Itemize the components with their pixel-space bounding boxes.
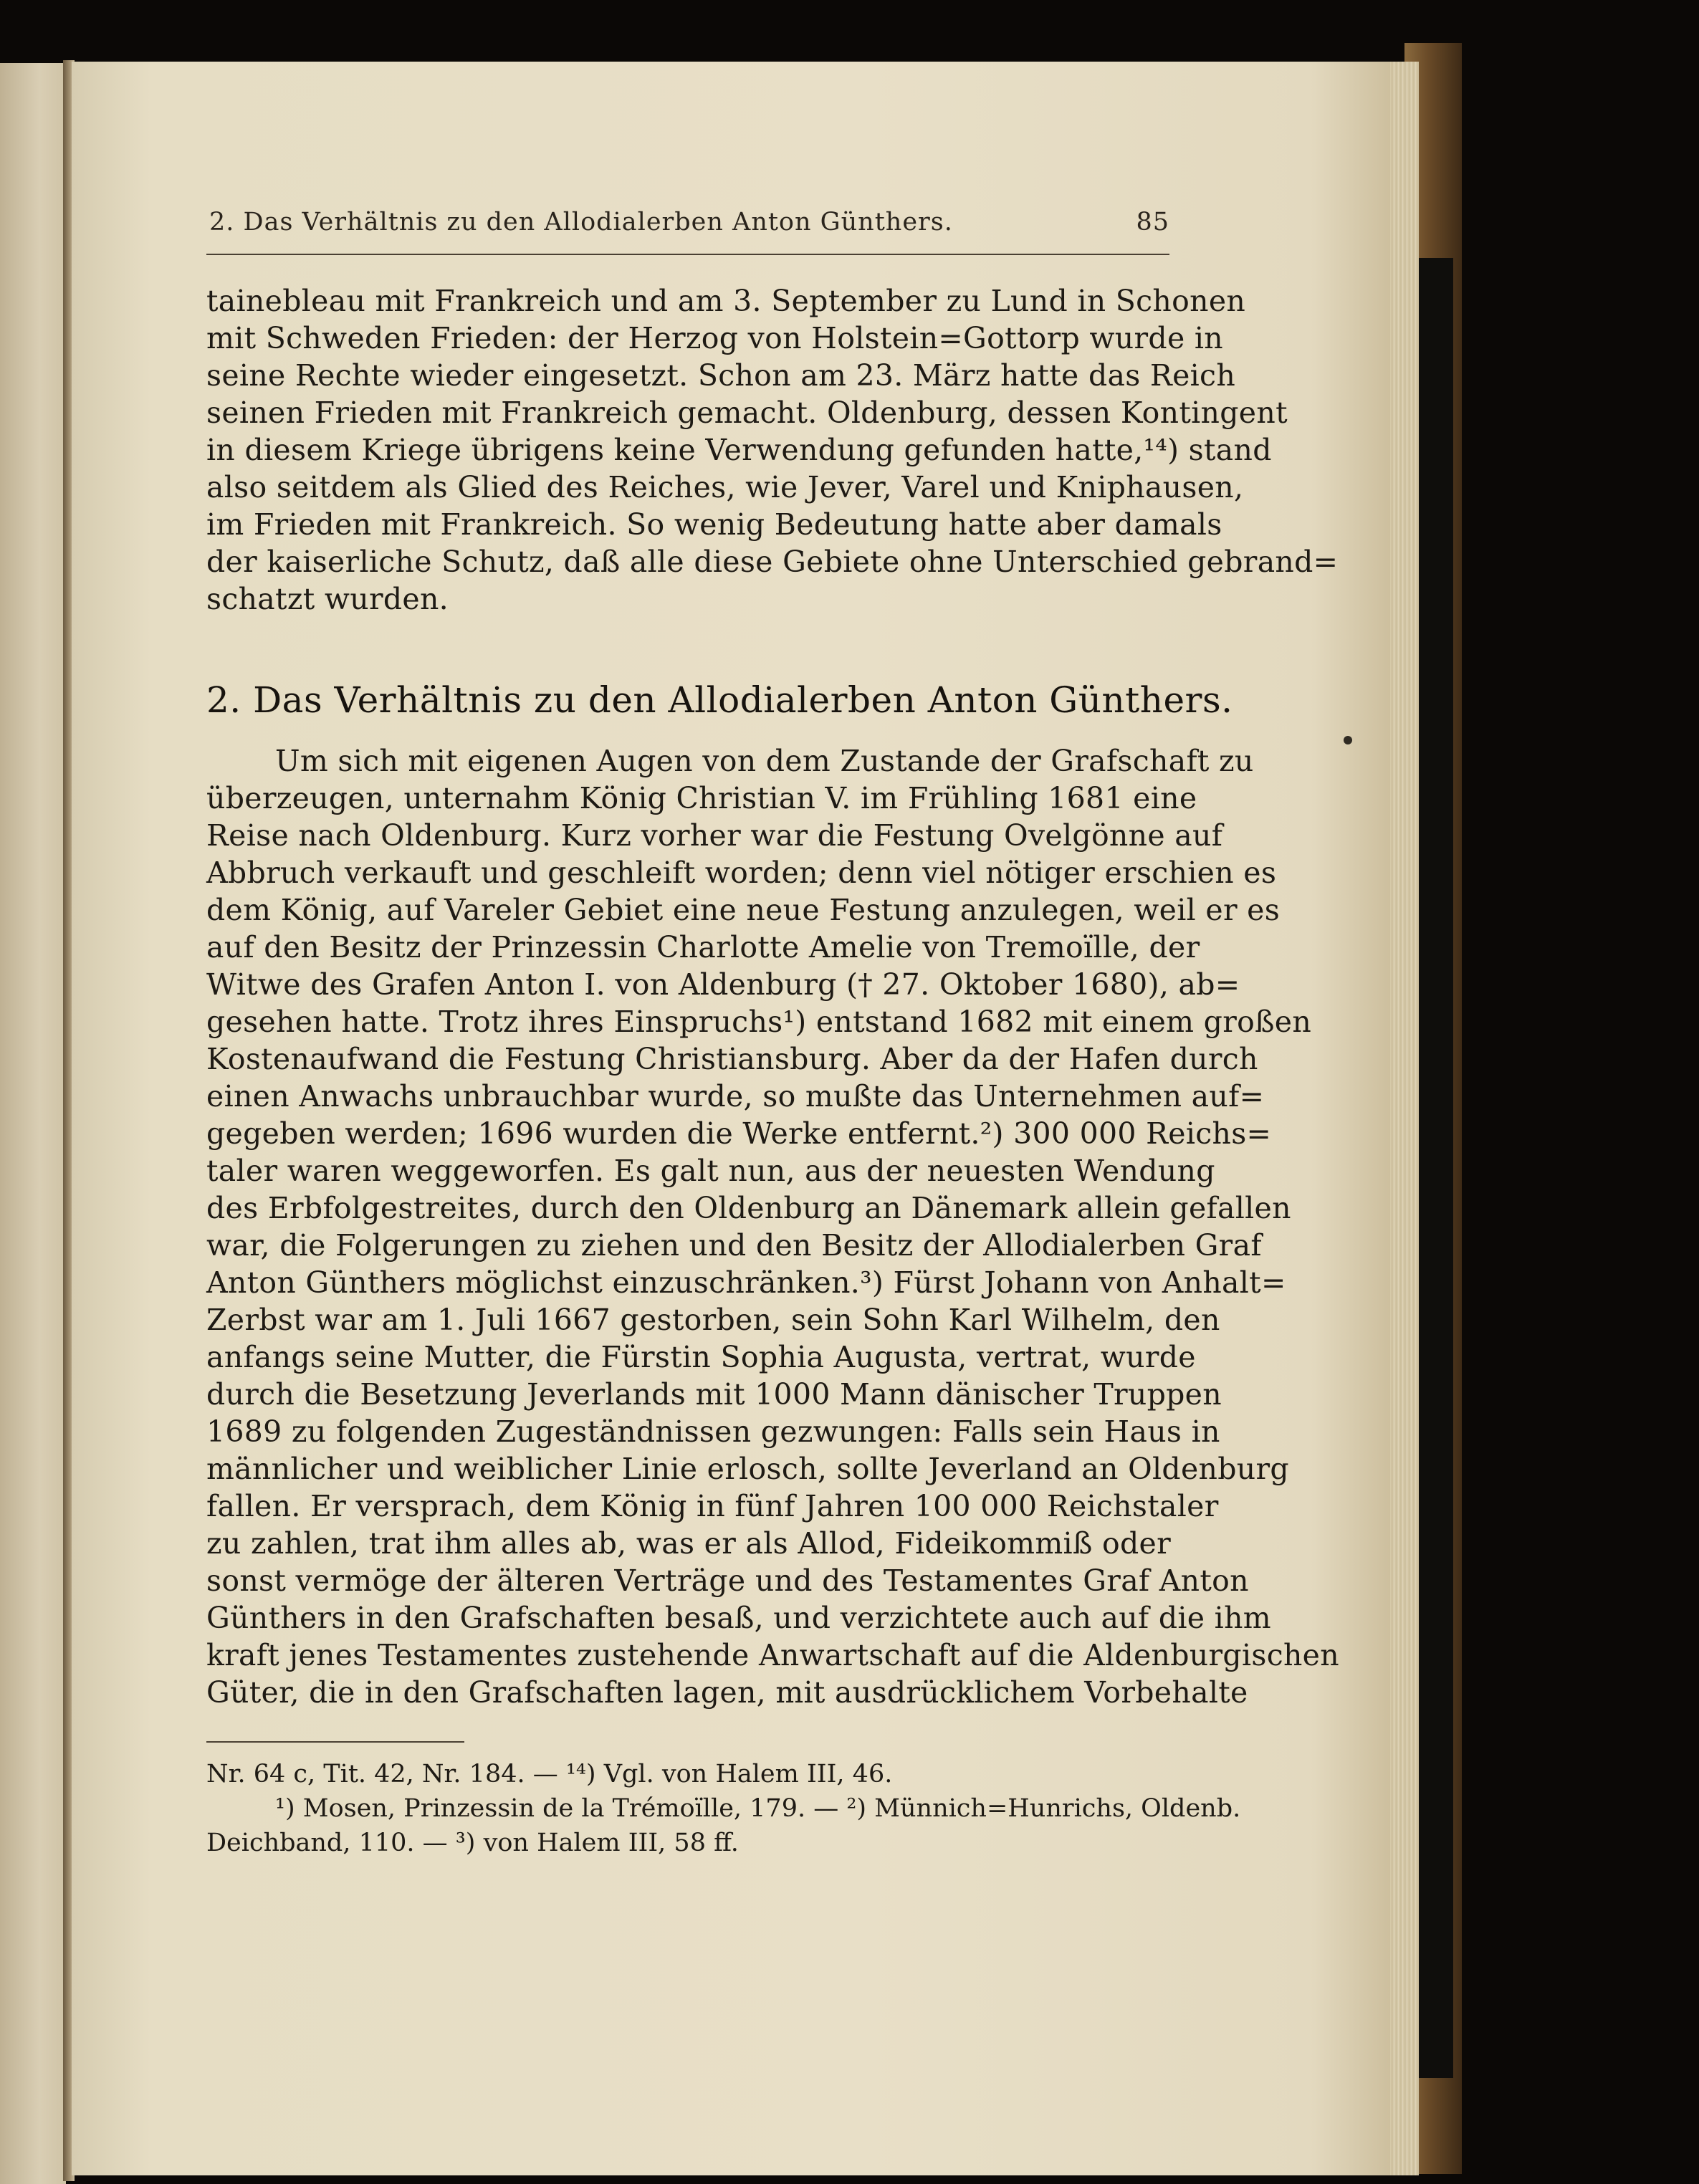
text-line: Witwe des Grafen Anton I. von Aldenburg († 27. Oktober 1680), ab= [206, 967, 1240, 1002]
left-page-edge [0, 63, 66, 2184]
text-line: Abbruch verkauft und geschleift worden; denn viel nötiger erschien es [206, 856, 1277, 890]
page-fore-edge [1390, 62, 1419, 2175]
text-line: Zerbst war am 1. Juli 1667 gestorben, sein Sohn Karl Wilhelm, den [206, 1303, 1220, 1337]
text-line: Reise nach Oldenburg. Kurz vorher war die Festung Ovelgönne auf [206, 818, 1223, 853]
text-line: der kaiserliche Schutz, daß alle diese Gebiete ohne Unterschied gebrand= [206, 545, 1339, 579]
text-line: Günthers in den Grafschaften besaß, und verzichtete auch auf die ihm [206, 1601, 1271, 1635]
text-line: seinen Frieden mit Frankreich gemacht. Oldenburg, dessen Kontingent [206, 396, 1288, 430]
text-line: taler waren weggeworfen. Es galt nun, aus der neuesten Wendung [206, 1154, 1215, 1188]
text-line: kraft jenes Testamentes zustehende Anwartschaft auf die Aldenburgischen [206, 1638, 1339, 1672]
footnote-line: Deichband, 110. — ³) von Halem III, 58 ff. [206, 1829, 739, 1857]
text-line: zu zahlen, trat ihm alles ab, was er als Allod, Fideikommiß oder [206, 1526, 1171, 1561]
text-line: einen Anwachs unbrauchbar wurde, so mußte das Unternehmen auf= [206, 1079, 1265, 1113]
header-rule [206, 254, 1169, 255]
paragraph-continued [206, 282, 1339, 618]
text-line: durch die Besetzung Jeverlands mit 1000 Mann dänischer Truppen [206, 1377, 1222, 1412]
text-line: fallen. Er versprach, dem König in fünf Jahren 100 000 Reichstaler [206, 1489, 1219, 1523]
section-heading: 2. Das Verhältnis zu den Allodialerben Anton Günthers. [206, 679, 1233, 721]
text-line: also seitdem als Glied des Reiches, wie Jever, Varel und Kniphausen, [206, 470, 1244, 504]
text-line: gesehen hatte. Trotz ihres Einspruchs¹) entstand 1682 mit einem großen [206, 1005, 1312, 1039]
text-line: anfangs seine Mutter, die Fürstin Sophia Augusta, vertrat, wurde [206, 1340, 1196, 1374]
text-line: mit Schweden Frieden: der Herzog von Holstein=Gottorp wurde in [206, 321, 1223, 355]
text-line: dem König, auf Vareler Gebiet eine neue Festung anzulegen, weil er es [206, 893, 1281, 927]
text-line: männlicher und weiblicher Linie erlosch, sollte Jeverland an Oldenburg [206, 1452, 1289, 1486]
running-title: 2. Das Verhältnis zu den Allodialerben Anton Günthers. [209, 208, 953, 236]
footnote-rule [206, 1741, 464, 1743]
text-line: im Frieden mit Frankreich. So wenig Bedeutung hatte aber damals [206, 507, 1222, 542]
text-line: tainebleau mit Frankreich und am 3. September zu Lund in Schonen [206, 284, 1246, 318]
text-line: auf den Besitz der Prinzessin Charlotte Amelie von Tremoïlle, der [206, 930, 1200, 964]
text-line: in diesem Kriege übrigens keine Verwendung gefunden hatte,¹⁴) stand [206, 433, 1272, 467]
text-line: Um sich mit eigenen Augen von dem Zustande der Grafschaft zu [275, 744, 1254, 778]
text-line: des Erbfolgestreites, durch den Oldenburg an Dänemark allein gefallen [206, 1191, 1291, 1225]
text-line: Güter, die in den Grafschaften lagen, mit ausdrücklichem Vorbehalte [206, 1675, 1248, 1710]
text-line: 1689 zu folgenden Zugeständnissen gezwungen: Falls sein Haus in [206, 1414, 1220, 1449]
text-line: überzeugen, unternahm König Christian V. im Frühling 1681 eine [206, 781, 1197, 815]
footnote-line: ¹) Mosen, Prinzessin de la Trémoïlle, 179. — ²) Münnich=Hunrichs, Oldenb. [275, 1794, 1241, 1823]
footnotes [206, 1757, 1241, 1860]
text-line: schatzt wurden. [206, 582, 449, 616]
text-line: sonst vermöge der älteren Verträge und des Testamentes Graf Anton [206, 1563, 1249, 1598]
footnote-line: Nr. 64 c, Tit. 42, Nr. 184. — ¹⁴) Vgl. von Halem III, 46. [206, 1760, 893, 1788]
text-line: gegeben werden; 1696 wurden die Werke entfernt.²) 300 000 Reichs= [206, 1116, 1272, 1151]
text-line: Anton Günthers möglichst einzuschränken.³) Fürst Johann von Anhalt= [206, 1265, 1286, 1300]
paragraph-main [206, 742, 1339, 1711]
page-number: 85 [1136, 208, 1169, 236]
text-line: war, die Folgerungen zu ziehen und den Besitz der Allodialerben Graf [206, 1228, 1262, 1263]
ink-dot [1344, 736, 1352, 744]
running-head [209, 208, 1169, 236]
text-line: seine Rechte wieder eingesetzt. Schon am 23. März hatte das Reich [206, 358, 1236, 393]
text-line: Kostenaufwand die Festung Christiansburg. Aber da der Hafen durch [206, 1042, 1258, 1076]
